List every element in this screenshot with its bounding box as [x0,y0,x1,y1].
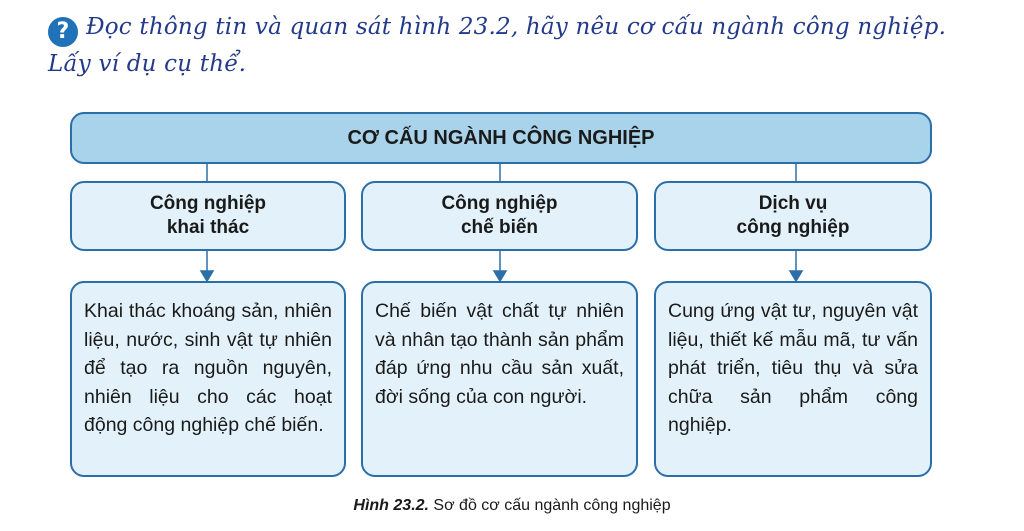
branch-node-extraction [70,181,346,251]
root-node-label: CƠ CẤU NGÀNH CÔNG NGHIỆP [347,126,655,149]
branch-node-services [654,181,932,251]
branch-title-line1: Công nghiệp [149,193,267,214]
figure-caption-text: Sơ đồ cơ cấu ngành công nghiệp [428,497,671,514]
arrow-branch2 [494,271,506,281]
figure-caption-label: Hình 23.2. [353,497,429,514]
root-node [70,112,932,164]
figure-caption [0,497,1024,515]
arrow-branch1 [201,271,213,281]
branch-title-line2: chế biến [460,217,539,238]
branch-title-line1: Công nghiệp [441,193,558,214]
branch-node-processing [361,181,638,251]
question-text: Đọc thông tin và quan sát hình 23.2, hãy nêu cơ cấu ngành công nghiệp. Lấy ví dụ cụ thể. [48,14,947,77]
branch-title-line2: khai thác [166,217,250,238]
arrow-branch3 [790,271,802,281]
description-processing: Chế biến vật chất tự nhiên và nhân tạo thành sản phẩm đáp ứng nhu cầu sản xuất, đời sống của con người. [361,281,638,477]
branch-title-line2: công nghiệp [736,217,850,238]
description-services: Cung ứng vật tư, nguyên vật liệu, thiết kế mẫu mã, tư vấn phát triển, tiêu thụ và sửa chữa sản phẩm công nghiệp. [654,281,932,477]
question-mark-icon: ? [48,17,78,47]
description-extraction: Khai thác khoáng sản, nhiên liệu, nước, sinh vật tự nhiên để tạo ra nguồn nguyên, nhiên liệu cho các hoạt động công nghiệp chế biến. [70,281,346,477]
branch-title-line1: Dịch vụ [758,193,828,214]
